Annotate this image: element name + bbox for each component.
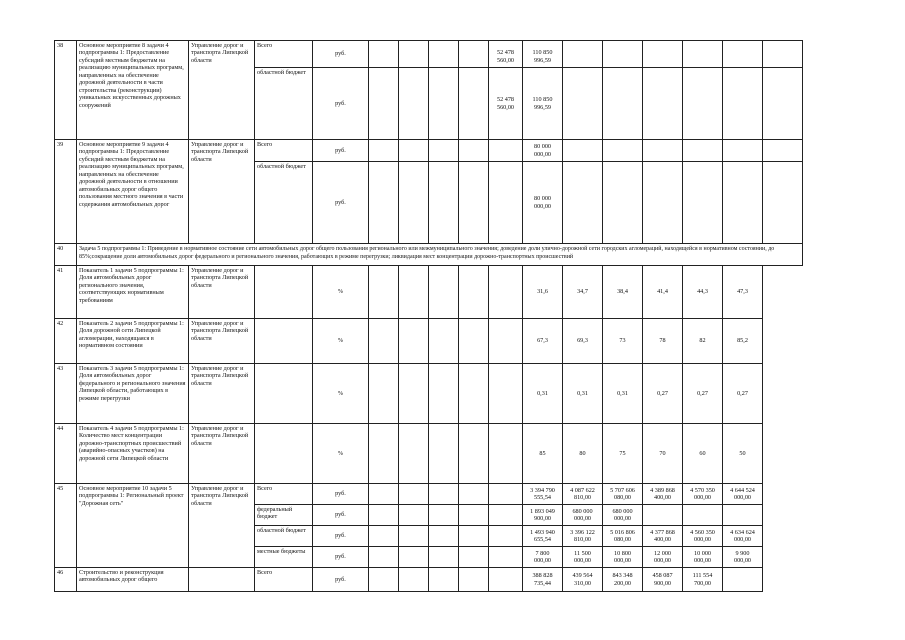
funding-source: областной бюджет <box>255 526 313 547</box>
row-number: 46 <box>55 568 77 592</box>
value-cell: 85 <box>523 424 563 484</box>
value-cell: 7 800 000,00 <box>523 547 563 568</box>
value-cell: 75 <box>603 424 643 484</box>
value-cell: 5 016 806 080,00 <box>603 526 643 547</box>
unit: % <box>313 364 369 424</box>
executor: Управление дорог и транспорта Липецкой области <box>189 140 255 244</box>
funding-source: областной бюджет <box>255 68 313 140</box>
value-cell: 5 707 606 080,00 <box>603 484 643 505</box>
unit: руб. <box>313 505 369 526</box>
value-cell: 31,6 <box>523 266 563 319</box>
row-number: 38 <box>55 41 77 140</box>
unit: руб. <box>313 41 369 68</box>
row-number: 45 <box>55 484 77 568</box>
executor: Управление дорог и транспорта Липецкой области <box>189 484 255 568</box>
value-cell: 80 000 000,00 <box>523 140 563 162</box>
value-cell: 439 564 310,00 <box>563 568 603 592</box>
funding-source: местные бюджеты <box>255 547 313 568</box>
table-row <box>55 266 803 319</box>
value-cell: 680 000 000,00 <box>563 505 603 526</box>
unit: % <box>313 266 369 319</box>
indicator-name: Показатель 2 задачи 5 подпрограммы 1: Доля дорожной сети Липецкой агломерации, находящаяся в нормативном состоянии <box>77 319 189 364</box>
value-cell: 9 900 000,00 <box>723 547 763 568</box>
row-number: 44 <box>55 424 77 484</box>
indicator-name: Показатель 3 задачи 5 подпрограммы 1: Доля автомобильных дорог федерального и регионального значения Липецкой области, работающих в режиме перегрузки <box>77 364 189 424</box>
value-cell: 50 <box>723 424 763 484</box>
value-cell: 0,27 <box>683 364 723 424</box>
value-cell: 4 644 524 000,00 <box>723 484 763 505</box>
funding-source: Всего <box>255 568 313 592</box>
document-table-fragment <box>54 40 803 592</box>
table-row <box>55 568 803 592</box>
value-cell: 4 087 622 810,00 <box>563 484 603 505</box>
row-number: 41 <box>55 266 77 319</box>
table-row <box>55 319 803 364</box>
value-cell: 60 <box>683 424 723 484</box>
measure-name: Основное мероприятие 9 задачи 4 подпрограммы 1: Предоставление субсидий местным бюджетам на реализацию муниципальных программ, направленных на обеспечение дорожной деятельности в отношении автомобильных дорог общего пользования местного значения в части содержания автомобильных дорог <box>77 140 189 244</box>
indicator-name: Показатель 1 задачи 5 подпрограммы 1: Доля автомобильных дорог регионального значения, соответствующих нормативным требованиям <box>77 266 189 319</box>
value-cell: 70 <box>643 424 683 484</box>
value-cell: 80 000 000,00 <box>523 162 563 244</box>
funding-source: Всего <box>255 484 313 505</box>
value-cell: 11 500 000,00 <box>563 547 603 568</box>
row-number: 43 <box>55 364 77 424</box>
value-cell: 4 570 350 000,00 <box>683 484 723 505</box>
executor: Управление дорог и транспорта Липецкой области <box>189 266 255 319</box>
executor: Управление дорог и транспорта Липецкой области <box>189 319 255 364</box>
unit: руб. <box>313 68 369 140</box>
value-cell: 10 800 000,00 <box>603 547 643 568</box>
value-cell: 1 893 049 900,00 <box>523 505 563 526</box>
program-table <box>54 40 803 592</box>
indicator-name: Показатель 4 задачи 5 подпрограммы 1: Количество мест концентрации дорожно-транспортных происшествий (аварийно-опасных участков) на дорожной сети Липецкой области <box>77 424 189 484</box>
value-cell: 458 087 900,00 <box>643 568 683 592</box>
value-cell: 34,7 <box>563 266 603 319</box>
value-cell: 0,31 <box>603 364 643 424</box>
funding-source: областной бюджет <box>255 162 313 244</box>
value-cell: 4 389 868 400,00 <box>643 484 683 505</box>
value-cell: 80 <box>563 424 603 484</box>
value-cell: 41,4 <box>643 266 683 319</box>
value-cell: 3 394 790 555,54 <box>523 484 563 505</box>
value-cell: 52 478 560,00 <box>489 41 523 68</box>
task-header: Задача 5 подпрограммы 1: Приведение в нормативное состояние сети автомобильных дорог общего пользования регионального или межмуниципального значения; доведение доли улично-дорожной сети городских агломераций, находящейся в нормативном состоянии, до 85%;сокращение доли автомобильных дорог федерального и регионального значения, работающих в режиме перегрузки; ликвидация мест концентрации дорожно-транспортных происшествий <box>77 244 803 266</box>
unit: % <box>313 319 369 364</box>
value-cell: 85,2 <box>723 319 763 364</box>
value-cell: 78 <box>643 319 683 364</box>
executor: Управление дорог и транспорта Липецкой области <box>189 41 255 140</box>
value-cell: 110 850 996,59 <box>523 41 563 68</box>
unit: руб. <box>313 568 369 592</box>
value-cell: 0,27 <box>723 364 763 424</box>
value-cell <box>683 505 723 526</box>
value-cell <box>723 505 763 526</box>
row-number: 42 <box>55 319 77 364</box>
value-cell: 3 396 122 810,00 <box>563 526 603 547</box>
executor: Управление дорог и транспорта Липецкой области <box>189 364 255 424</box>
funding-source: Всего <box>255 140 313 162</box>
value-cell: 52 478 560,00 <box>489 68 523 140</box>
value-cell: 0,31 <box>563 364 603 424</box>
table-row <box>55 244 803 266</box>
table-row <box>55 41 803 68</box>
value-cell: 388 828 735,44 <box>523 568 563 592</box>
value-cell: 110 850 996,59 <box>523 68 563 140</box>
value-cell: 73 <box>603 319 643 364</box>
value-cell <box>723 568 763 592</box>
unit: руб. <box>313 526 369 547</box>
row-number: 40 <box>55 244 77 266</box>
value-cell: 10 000 000,00 <box>683 547 723 568</box>
value-cell: 47,3 <box>723 266 763 319</box>
unit: руб. <box>313 162 369 244</box>
value-cell: 4 634 624 000,00 <box>723 526 763 547</box>
value-cell: 0,31 <box>523 364 563 424</box>
value-cell: 1 493 940 655,54 <box>523 526 563 547</box>
value-cell: 12 000 000,00 <box>643 547 683 568</box>
unit: руб. <box>313 140 369 162</box>
unit: руб. <box>313 547 369 568</box>
executor: Управление дорог и транспорта Липецкой области <box>189 424 255 484</box>
value-cell: 38,4 <box>603 266 643 319</box>
funding-source: Всего <box>255 41 313 68</box>
table-row <box>55 484 803 505</box>
value-cell: 67,3 <box>523 319 563 364</box>
measure-name: Основное мероприятие 10 задачи 5 подпрограммы 1: Региональный проект "Дорожная сеть" <box>77 484 189 568</box>
table-row <box>55 364 803 424</box>
value-cell: 82 <box>683 319 723 364</box>
value-cell: 4 560 350 000,00 <box>683 526 723 547</box>
table-row <box>55 140 803 162</box>
table-row <box>55 424 803 484</box>
value-cell: 44,3 <box>683 266 723 319</box>
value-cell: 843 348 200,00 <box>603 568 643 592</box>
measure-name: Строительство и реконструкция автомобильных дорог общего <box>77 568 189 592</box>
value-cell: 0,27 <box>643 364 683 424</box>
funding-source: федеральный бюджет <box>255 505 313 526</box>
row-number: 39 <box>55 140 77 244</box>
measure-name: Основное мероприятие 8 задачи 4 подпрограммы 1: Предоставление субсидий местным бюджетам на реализацию муниципальных программ, направленных на обеспечение дорожной деятельности в части строительства (реконструкции) уникальных искусственных дорожных сооружений <box>77 41 189 140</box>
unit: % <box>313 424 369 484</box>
value-cell: 111 554 700,00 <box>683 568 723 592</box>
value-cell: 680 000 000,00 <box>603 505 643 526</box>
value-cell: 69,3 <box>563 319 603 364</box>
unit: руб. <box>313 484 369 505</box>
value-cell <box>643 505 683 526</box>
value-cell: 4 377 868 400,00 <box>643 526 683 547</box>
